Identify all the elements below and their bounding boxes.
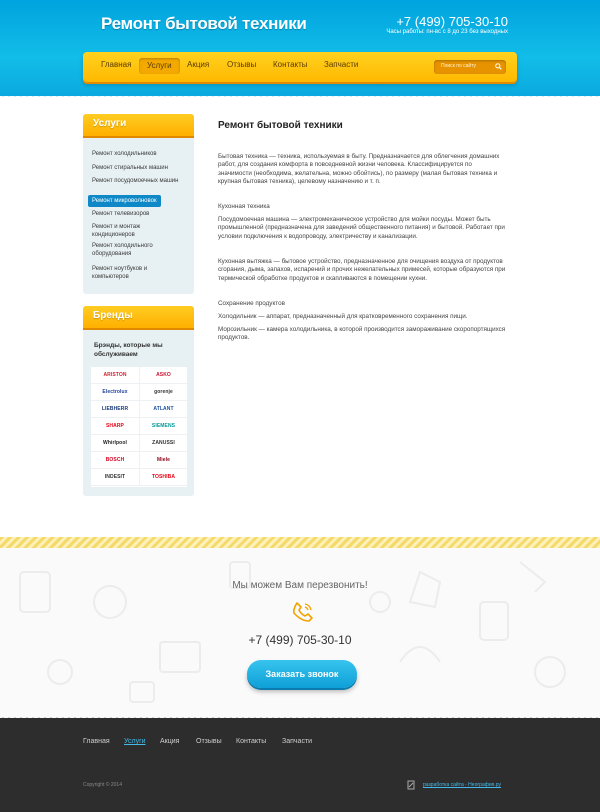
brand-logo-zanussi: ZANUSSI	[139, 435, 187, 452]
search-input[interactable]	[434, 60, 506, 74]
brand-logo-gorenje: gorenje	[139, 384, 187, 401]
service-link-ac[interactable]: Ремонт и монтаж кондиционеров	[92, 224, 141, 238]
services-header	[83, 114, 194, 136]
services-title: Услуги	[93, 118, 127, 129]
brand-logo-miele: Miele	[139, 452, 187, 469]
content-paragraph: Кухонная вытяжка — бытовое устройство, предназначенное для очищения воздуха от продуктов сгорания, дыма, запахов, испарений и прочих нежелательных примесей, которые образуются при термической обработке продуктов и скапливаются в помещении кухни.	[218, 258, 506, 282]
service-link-fridges[interactable]: Ремонт холодильников	[92, 151, 157, 157]
brand-logo-sharp: SHARP	[91, 418, 139, 435]
nav-item-home[interactable]: Главная	[101, 60, 132, 69]
callback-section	[0, 542, 600, 718]
header-hours: Часы работы: пн-вс с 8 до 23 без выходных	[386, 29, 508, 35]
header-phone[interactable]: +7 (499) 705-30-10	[396, 14, 508, 29]
content-paragraph: Бытовая техника — техника, используемая в быту. Предназначается для облегчения домашних работ, для создания комфорта в повседневной жизни человека. Классифицируется по значимости (необходима, желательна, можно обойтись), по размеру (малая бытовая техника и крупная бытовая техника), целевому назначению и т. п.	[218, 153, 500, 186]
search-placeholder: Поиск по сайту	[441, 63, 477, 69]
brand-logo-ariston: ARISTON	[91, 367, 139, 384]
brand-logo-whirlpool: Whirlpool	[91, 435, 139, 452]
brand-logo-siemens: SIEMENS	[139, 418, 187, 435]
service-link-computers[interactable]: Ремонт ноутбуков и компьютеров	[92, 266, 148, 280]
footer-link-reviews[interactable]: Отзывы	[196, 738, 222, 745]
brand-logo-grid	[91, 367, 187, 487]
nav-item-promo[interactable]: Акция	[187, 60, 210, 69]
service-link-dishwashers[interactable]: Ремонт посудомоечных машин	[92, 178, 179, 184]
phone-icon	[291, 600, 315, 624]
brand-logo-indesit: INDESIT	[91, 469, 139, 486]
decorative-stripe	[0, 537, 600, 548]
footer-link-promo[interactable]: Акция	[160, 738, 180, 745]
content-paragraph: Посудомоечная машина — электромеханическое устройство для мойки посуды. Может быть промышленной (предназначена для заведений общественного питания) и бытовой. Работает при условии подключения к водопроводу, электричеству и канализации.	[218, 216, 505, 240]
brand-logo-bosch: BOSCH	[91, 452, 139, 469]
brands-panel	[83, 306, 194, 496]
content-paragraph: Сохранение продуктов	[218, 300, 285, 307]
search-icon[interactable]	[495, 63, 502, 70]
footer-link-services[interactable]: Услуги	[124, 738, 146, 745]
appliance-pattern-background	[0, 542, 600, 718]
order-call-button[interactable]: Заказать звонок	[247, 660, 357, 688]
brand-logo-atlant: ATLANT	[139, 401, 187, 418]
content-paragraph: Кухонная техника	[218, 203, 270, 210]
services-panel	[83, 114, 194, 294]
site-footer	[0, 718, 600, 812]
service-link-washers[interactable]: Ремонт стиральных машин	[92, 165, 168, 171]
callback-heading: Мы можем Вам перезвонить!	[232, 580, 368, 591]
nav-item-reviews[interactable]: Отзывы	[227, 60, 257, 69]
brand-logo-liebherr: LIEBHERR	[91, 401, 139, 418]
developer-link[interactable]: разработка сайта - Неография.ру	[423, 782, 501, 788]
copyright-text: Copyright © 2014	[83, 782, 122, 788]
site-logo[interactable]: Ремонт бытовой техники	[101, 14, 307, 33]
service-link-microwaves[interactable]: Ремонт микроволновок	[88, 195, 161, 207]
footer-link-contacts[interactable]: Контакты	[236, 738, 267, 745]
service-link-refrigeration[interactable]: Ремонт холодильного оборудования	[92, 243, 153, 257]
brand-logo-electrolux: Electrolux	[91, 384, 139, 401]
brands-title: Бренды	[93, 310, 133, 321]
footer-link-home[interactable]: Главная	[83, 738, 110, 745]
content-paragraph: Холодильник — аппарат, предназначенный для кратковременного сохранения пищи.	[218, 313, 468, 320]
page-title: Ремонт бытовой техники	[218, 120, 343, 131]
brands-subtitle: Брэнды, которые мы обслуживаем	[94, 342, 163, 358]
developer-logo-icon	[407, 780, 416, 790]
nav-item-services[interactable]: Услуги	[139, 58, 180, 74]
nav-item-contacts[interactable]: Контакты	[273, 60, 308, 69]
nav-item-parts[interactable]: Запчасти	[324, 60, 359, 69]
brands-header	[83, 306, 194, 328]
brand-logo-asko: ASKO	[139, 367, 187, 384]
content-paragraph: Морозильник — камера холодильника, в которой производится замораживание скоропортящихся продуктов.	[218, 326, 506, 342]
service-link-tv[interactable]: Ремонт телевизоров	[92, 211, 150, 217]
brand-logo-toshiba: TOSHIBA	[139, 469, 187, 486]
footer-link-parts[interactable]: Запчасти	[282, 738, 313, 745]
callback-phone: +7 (499) 705-30-10	[248, 633, 352, 647]
